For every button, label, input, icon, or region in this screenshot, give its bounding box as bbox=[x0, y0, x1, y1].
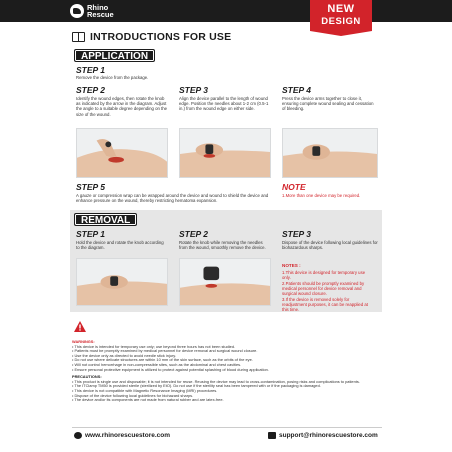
mail-icon bbox=[268, 432, 276, 439]
rem-step-1-text: Hold the device and rotate the knob according to the diagram. bbox=[76, 240, 164, 251]
rem-step-2-text: Rotate the knob while removing the needles from the wound, smoothly remove the device. bbox=[179, 240, 266, 251]
footer bbox=[72, 432, 384, 442]
app-step-3-text: Align the device parallel to the length of wound edge. Position the needles about 1-2 cm (0.5-1 in.) from the wound edge on either side. bbox=[179, 96, 269, 112]
footer-email[interactable] bbox=[268, 432, 378, 439]
book-icon bbox=[72, 32, 85, 42]
step-3-photo bbox=[179, 128, 271, 178]
warning-item: • Use the device only as directed to avoid needle stick injury. bbox=[72, 352, 177, 358]
precaution-item: • Dispose of the device following local guidelines for biohazard sharps. bbox=[72, 392, 194, 398]
app-step-5-text: A gauze or compression wrap can be wrapped around the device and wound to shield the device and enhance pressure on the wound, thereby restricting hematoma expansion. bbox=[76, 193, 269, 204]
rhino-logo-icon bbox=[70, 4, 84, 18]
app-step-2-label: STEP 2 bbox=[76, 85, 105, 95]
app-note-label: NOTE bbox=[282, 182, 306, 192]
footer-divider bbox=[72, 427, 382, 428]
warning-item: • Do not use where delicate structures are within 10 mm of the skin surface, such as the orbits of the eye. bbox=[72, 357, 253, 363]
brand-logo bbox=[70, 2, 114, 20]
app-step-1-label: STEP 1 bbox=[76, 65, 105, 75]
app-step-4-label: STEP 4 bbox=[282, 85, 311, 95]
removal-notes-label: NOTES : bbox=[282, 263, 301, 268]
globe-icon bbox=[74, 432, 82, 439]
badge-line-2: DESIGN bbox=[321, 16, 361, 27]
application-heading: APPLICATION bbox=[74, 49, 155, 62]
badge-line-1: NEW bbox=[327, 3, 355, 15]
warning-item: • Patients must be promptly examined by medical personnel for device removal and surgical wound closure. bbox=[72, 348, 258, 354]
new-design-badge bbox=[310, 0, 372, 31]
precaution-item: • The device and/or its components are not made from natural rubber and are latex-free. bbox=[72, 397, 224, 403]
app-note-text: 1.More than one device may be required. bbox=[282, 193, 361, 198]
brand-line-1: Rhino bbox=[87, 2, 109, 12]
removal-step-1-photo bbox=[76, 258, 168, 306]
warnings-precautions bbox=[72, 340, 384, 403]
warning-icon bbox=[74, 321, 86, 332]
rem-step-2-label: STEP 2 bbox=[179, 229, 208, 239]
page-title: INTRODUCTIONS FOR USE bbox=[90, 31, 232, 43]
step-4-photo bbox=[282, 128, 378, 178]
warnings-heading: WARNINGS: bbox=[72, 339, 95, 344]
app-step-4-text: Press the device arms together to close it, ensuring complete wound sealing and cessation of bleeding. bbox=[282, 96, 374, 112]
step-2-photo bbox=[76, 128, 168, 178]
warning-item: • Will not control hemorrhage in non-compressible sites, such as the abdominal and chest cavities. bbox=[72, 361, 242, 367]
email-link[interactable]: support@rhinorescuestore.com bbox=[279, 432, 378, 439]
rem-step-3-text: Dispose of the device following local guidelines for biohazardous sharps. bbox=[282, 240, 378, 251]
brand-line-2: Rescue bbox=[87, 10, 114, 19]
removal-note-2: 2.Patients should be promptly examined by medical personnel for device removal and surgical wound closure. bbox=[282, 281, 365, 297]
warning-item: • This device is intended for temporary use only; use beyond three hours has not been studied. bbox=[72, 343, 236, 349]
app-step-3-label: STEP 3 bbox=[179, 85, 208, 95]
app-step-1-text: Remove the device from the package. bbox=[76, 75, 149, 80]
removal-note-3: 3.If the device is removed solely for readjustment purposes, it can be reapplied at this time. bbox=[282, 297, 368, 313]
app-step-5-label: STEP 5 bbox=[76, 182, 105, 192]
precaution-item: • This product is single use and disposable; it is not intended for reuse. Reusing the device may lead to cross-contamination, posing risks and complications to patients. bbox=[72, 378, 360, 384]
removal-heading: REMOVAL bbox=[74, 213, 137, 226]
removal-step-2-photo bbox=[179, 258, 271, 306]
removal-note-1: 1.This device is designed for temporary use only. bbox=[282, 270, 366, 281]
header-bar bbox=[0, 0, 452, 22]
warning-item: • Ensure personal protective equipment is utilized to protect against potential splashing of blood during application. bbox=[72, 366, 269, 372]
footer-website[interactable] bbox=[74, 432, 170, 439]
page-title-row bbox=[72, 30, 231, 44]
precaution-item: • The ITClamp TM50 is provided sterile (sterilized by EtO). Do not use if the sterility seal has been tampered with or if the packaging is damaged. bbox=[72, 383, 321, 389]
app-step-2-text: Identify the wound edges, then rotate the knob as indicated by the arrow in the diagram. Adjust the angle to a suitable degree depending on the size of the wound. bbox=[76, 96, 168, 117]
rem-step-3-label: STEP 3 bbox=[282, 229, 311, 239]
precautions-heading: PRECAUTIONS: bbox=[72, 374, 102, 380]
rem-step-1-label: STEP 1 bbox=[76, 229, 105, 239]
precaution-item: • This device is not compatible with Magnetic Resonance Imaging (MRI) procedures. bbox=[72, 387, 218, 393]
website-link[interactable]: www.rhinorescuestore.com bbox=[85, 432, 171, 439]
